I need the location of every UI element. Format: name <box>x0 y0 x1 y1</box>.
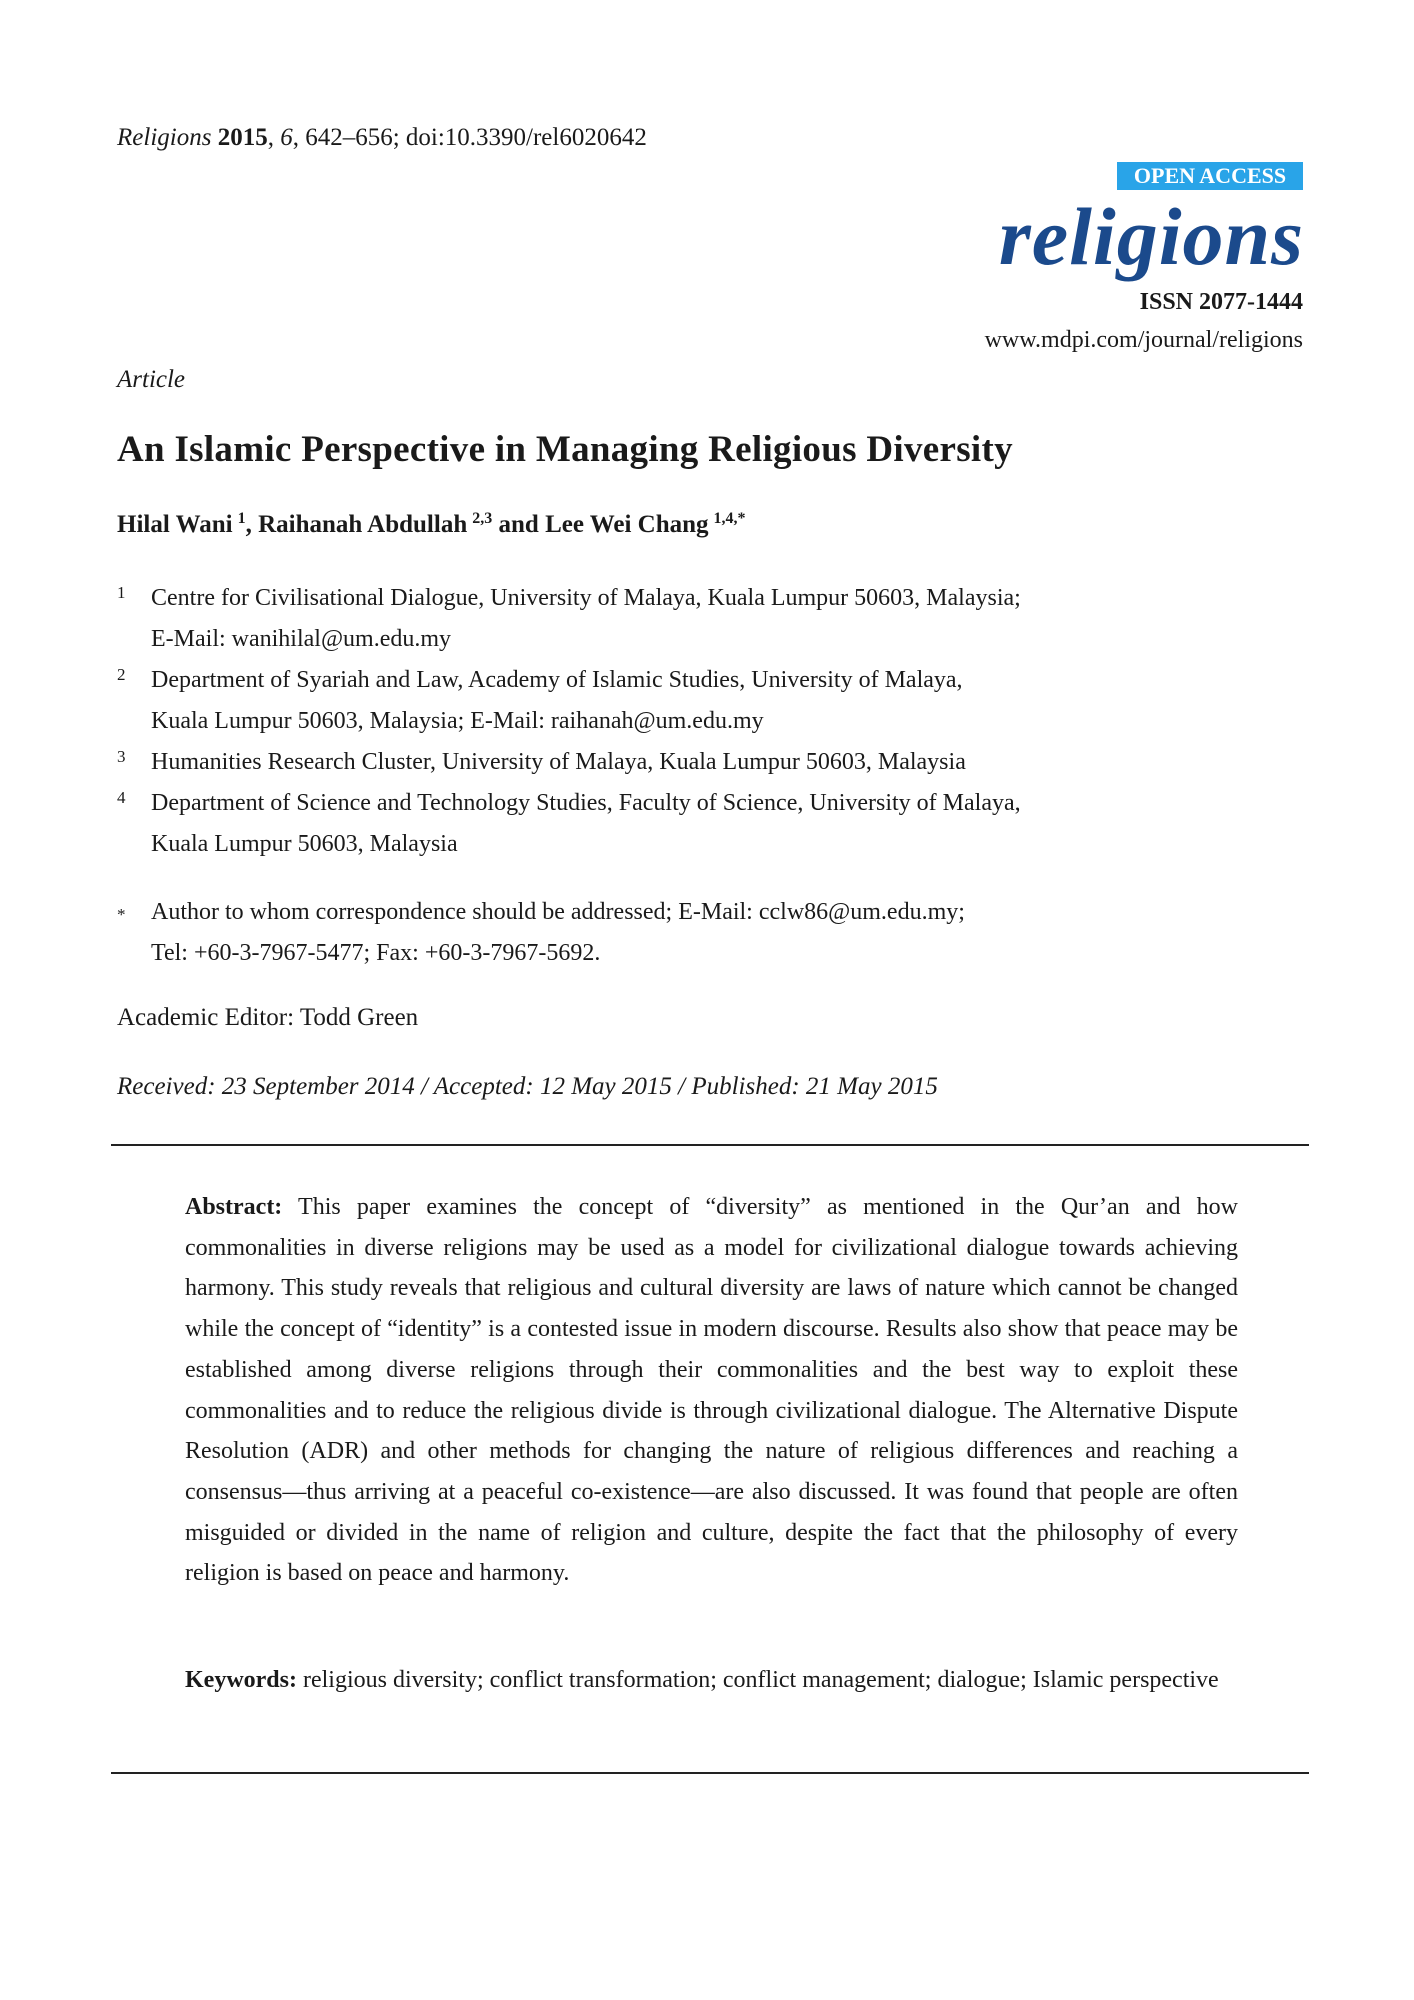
citation-journal: Religions <box>117 124 212 151</box>
affiliation-email: E-Mail: wanihilal@um.edu.my <box>151 626 452 652</box>
issn: ISSN 2077-1444 <box>1139 289 1303 315</box>
author-list: Hilal Wani $^1$, Raihanah Abdullah $^{2,3}$ and Lee Wei Chang $^{1,4,*}$ <box>117 510 746 538</box>
keywords-label: Keywords: <box>185 1667 297 1693</box>
keywords-text: religious diversity; conflict transformation; conflict management; dialogue; Islamic perspective <box>302 1667 1219 1693</box>
keywords <box>185 1660 1238 1701</box>
academic-editor: Academic Editor: Todd Green <box>117 1004 419 1031</box>
citation-volume: 6 <box>280 124 293 151</box>
author-affiliation-mark: 1 <box>237 510 246 527</box>
top-divider <box>111 1144 1309 1146</box>
affiliation-mark: 1 <box>117 583 126 602</box>
affiliation-line: Department of Syariah and Law, Academy of Islamic Studies, University of Malaya, <box>151 667 963 693</box>
bottom-divider <box>111 1772 1309 1774</box>
author-name: Lee Wei Chang <box>545 511 709 538</box>
affiliation-line: Centre for Civilisational Dialogue, University of Malaya, Kuala Lumpur 50603, Malaysia; <box>151 585 1021 611</box>
affiliation-line: Humanities Research Cluster, University of Malaya, Kuala Lumpur 50603, Malaysia <box>151 749 966 775</box>
open-access-badge: OPEN ACCESS <box>1117 162 1303 190</box>
author-affiliation-mark: 1,4,* <box>713 510 746 527</box>
journal-logo: religions <box>998 191 1304 282</box>
abstract <box>185 1187 1238 1594</box>
affiliation-mark: 4 <box>117 788 126 807</box>
corresponding-mark: * <box>117 905 126 924</box>
article-type: Article <box>117 366 186 393</box>
author-affiliation-mark: 2,3 <box>472 510 493 527</box>
journal-url[interactable]: www.mdpi.com/journal/religions <box>984 327 1303 353</box>
contact-numbers: Tel: +60-3-7967-5477; Fax: +60-3-7967-5692. <box>151 940 601 966</box>
author-name: Hilal Wani <box>117 511 233 538</box>
affiliation-line: Kuala Lumpur 50603, Malaysia <box>151 831 458 857</box>
affiliation-line: Department of Science and Technology Studies, Faculty of Science, University of Malaya, <box>151 790 1021 816</box>
abstract-label: Abstract: <box>185 1194 283 1220</box>
abstract-text: This paper examines the concept of “diversity” as mentioned in the Qur’an and how commonalities in diverse religions may be used as a model for civilizational dialogue towards achieving harmony. This study reveals that religious and cultural diversity are laws of nature which cannot be changed while the concept of “identity” is a contested issue in modern discourse. Results also show that peace may be established among diverse religions through their commonalities and the best way to exploit these commonalities and to reduce the religious divide is through civilizational dialogue. The Alternative Dispute Resolution (ADR) and other methods for changing the nature of religious differences and reaching a consensus—thus arriving at a peaceful co-existence—are also discussed. It was found that people are often misguided or divided in the name of religion and culture, despite the fact that the philosophy of every religion is based on peace and harmony. <box>185 1194 1238 1587</box>
affiliation-mark: 3 <box>117 747 126 766</box>
affiliation-email: Kuala Lumpur 50603, Malaysia; E-Mail: raihanah@um.edu.my <box>151 708 764 734</box>
corresponding-line: Author to whom correspondence should be addressed; E-Mail: cclw86@um.edu.my; <box>151 899 965 925</box>
affiliation-mark: 2 <box>117 665 126 684</box>
paper-title: An Islamic Perspective in Managing Religious Diversity <box>117 429 1013 470</box>
citation-year: 2015 <box>217 124 268 151</box>
citation-rest: , 642–656; doi:10.3390/rel6020642 <box>292 124 647 151</box>
author-name: Raihanah Abdullah <box>258 511 468 538</box>
publication-dates: Received: 23 September 2014 / Accepted: 12 May 2015 / Published: 21 May 2015 <box>117 1073 938 1100</box>
citation-line: Religions 2015, 6, 642–656; doi:10.3390/rel6020642 <box>117 124 647 151</box>
